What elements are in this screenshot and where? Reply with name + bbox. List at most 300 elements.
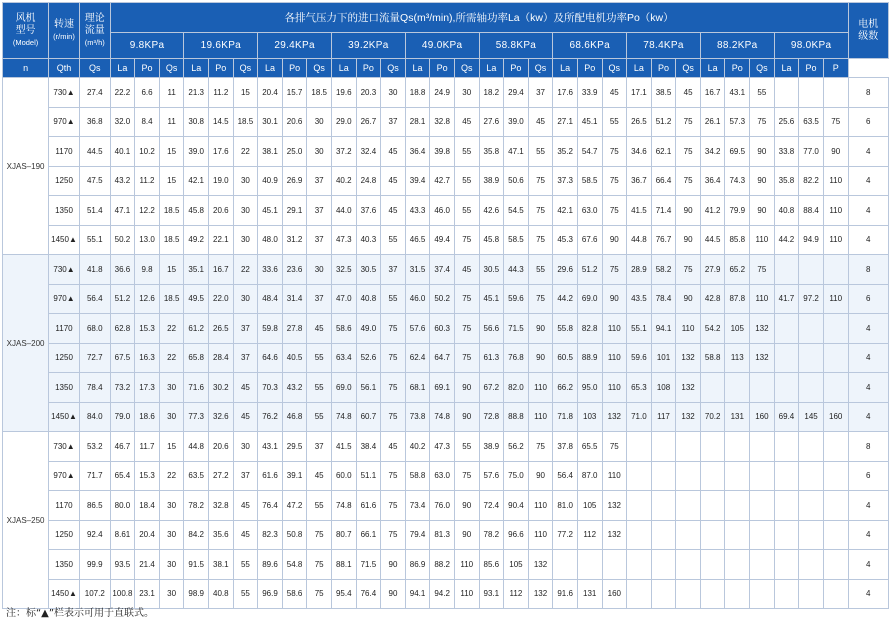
value-cell: 8.61 [110, 520, 135, 550]
value-cell: 25.0 [282, 137, 307, 167]
value-cell: 69.5 [725, 137, 750, 167]
table-row [3, 78, 889, 108]
value-cell: 43.1 [258, 432, 283, 462]
value-cell: 27.6 [479, 107, 504, 137]
value-cell: 132 [528, 550, 553, 580]
poles-cell: 4 [848, 196, 888, 226]
value-cell: 44.2 [774, 225, 799, 255]
value-cell: 30 [159, 373, 184, 403]
flow-cell: 41.8 [79, 255, 110, 285]
value-cell: 11.7 [135, 432, 160, 462]
value-cell: 20.4 [135, 520, 160, 550]
value-cell: 37.8 [553, 432, 578, 462]
speed-cell: 970▲ [49, 461, 80, 491]
value-cell: 37.3 [553, 166, 578, 196]
value-cell: 110 [528, 491, 553, 521]
value-cell: 81.3 [430, 520, 455, 550]
poles-cell: 4 [848, 314, 888, 344]
flow-cell: 99.9 [79, 550, 110, 580]
speed-cell: 1250 [49, 343, 80, 373]
value-cell [750, 491, 775, 521]
value-cell: 28.1 [405, 107, 430, 137]
value-cell [799, 520, 824, 550]
value-cell: 38.1 [209, 550, 234, 580]
value-cell: 47.3 [331, 225, 356, 255]
value-cell: 41.7 [774, 284, 799, 314]
value-cell: 75 [676, 255, 701, 285]
value-cell: 87.0 [577, 461, 602, 491]
value-cell: 11 [159, 107, 184, 137]
value-cell: 17.6 [209, 137, 234, 167]
value-cell [700, 373, 725, 403]
table-title: 各排气压力下的进口流量Qs(m³/min),所需轴功率La（kw）及所配电机功率Po（kw） [110, 3, 848, 33]
value-cell: 24.9 [430, 78, 455, 108]
value-subheader: Qs [307, 59, 332, 78]
flow-cell: 86.5 [79, 491, 110, 521]
value-cell: 18.5 [159, 225, 184, 255]
value-cell: 27.8 [282, 314, 307, 344]
value-cell: 55 [528, 137, 553, 167]
value-cell: 58.8 [405, 461, 430, 491]
value-cell: 38.1 [258, 137, 283, 167]
value-cell: 87.8 [725, 284, 750, 314]
value-subheader: Po [282, 59, 307, 78]
value-cell [774, 432, 799, 462]
value-cell: 75 [307, 520, 332, 550]
value-cell: 132 [676, 373, 701, 403]
value-cell: 110 [823, 166, 848, 196]
value-cell: 42.7 [430, 166, 455, 196]
value-cell: 24.8 [356, 166, 381, 196]
value-cell: 40.9 [258, 166, 283, 196]
value-cell: 20.6 [209, 196, 234, 226]
value-cell: 47.0 [331, 284, 356, 314]
value-cell: 90 [454, 491, 479, 521]
value-cell [553, 550, 578, 580]
value-cell: 30 [233, 166, 258, 196]
value-subheader: La [110, 59, 135, 78]
value-cell: 11.2 [135, 166, 160, 196]
value-cell: 75 [750, 255, 775, 285]
value-cell: 63.0 [430, 461, 455, 491]
value-subheader: Po [799, 59, 824, 78]
value-cell: 75 [602, 166, 627, 196]
value-cell: 88.4 [799, 196, 824, 226]
value-cell: 110 [823, 196, 848, 226]
flow-cell: 53.2 [79, 432, 110, 462]
value-cell: 22.1 [209, 225, 234, 255]
value-cell: 67.5 [110, 343, 135, 373]
speed-cell: 1250 [49, 166, 80, 196]
table-row [3, 550, 889, 580]
poles-cell: 4 [848, 166, 888, 196]
value-subheader: Qs [381, 59, 406, 78]
value-cell [750, 520, 775, 550]
value-cell [651, 579, 676, 609]
value-cell: 75 [528, 225, 553, 255]
value-cell [676, 491, 701, 521]
value-cell: 60.7 [356, 402, 381, 432]
value-cell: 30.5 [479, 255, 504, 285]
value-cell: 20.3 [356, 78, 381, 108]
value-cell: 33.9 [577, 78, 602, 108]
value-cell: 112 [577, 520, 602, 550]
value-cell: 22.0 [209, 284, 234, 314]
value-cell: 55 [454, 432, 479, 462]
flow-subheader: Qth [49, 59, 80, 78]
value-cell [651, 550, 676, 580]
value-cell [602, 550, 627, 580]
value-cell: 160 [823, 402, 848, 432]
value-cell: 55 [602, 107, 627, 137]
value-cell [725, 432, 750, 462]
value-cell [774, 343, 799, 373]
value-cell: 44.8 [184, 432, 209, 462]
value-cell: 110 [750, 225, 775, 255]
poles-cell: 4 [848, 343, 888, 373]
value-cell: 45 [233, 373, 258, 403]
value-cell: 38.9 [479, 166, 504, 196]
value-cell: 71.8 [553, 402, 578, 432]
value-cell: 110 [750, 284, 775, 314]
value-cell: 45 [381, 166, 406, 196]
value-cell: 71.4 [651, 196, 676, 226]
value-cell: 16.7 [209, 255, 234, 285]
value-cell [823, 343, 848, 373]
value-cell: 18.5 [233, 107, 258, 137]
speed-cell: 1250 [49, 520, 80, 550]
value-cell: 55 [233, 550, 258, 580]
value-cell: 54.5 [504, 196, 529, 226]
value-cell: 110 [602, 461, 627, 491]
value-cell: 23.6 [282, 255, 307, 285]
value-cell: 132 [676, 343, 701, 373]
value-cell [799, 461, 824, 491]
value-cell: 35.6 [209, 520, 234, 550]
value-cell: 90 [454, 373, 479, 403]
value-cell: 105 [504, 550, 529, 580]
value-cell: 15 [159, 137, 184, 167]
value-cell: 62.4 [405, 343, 430, 373]
value-cell: 110 [528, 402, 553, 432]
value-cell: 113 [725, 343, 750, 373]
value-subheader: Qs [750, 59, 775, 78]
table-row [3, 402, 889, 432]
value-cell: 110 [676, 314, 701, 344]
value-cell: 75 [602, 432, 627, 462]
speed-cell: 970▲ [49, 107, 80, 137]
value-cell [651, 520, 676, 550]
value-cell: 110 [602, 343, 627, 373]
value-cell: 47.1 [504, 137, 529, 167]
value-cell: 40.5 [282, 343, 307, 373]
value-cell: 90 [602, 225, 627, 255]
value-cell: 44.3 [504, 255, 529, 285]
value-cell: 79.4 [405, 520, 430, 550]
value-subheader: La [627, 59, 652, 78]
value-cell: 75 [454, 461, 479, 491]
flow-cell: 84.0 [79, 402, 110, 432]
value-subheader: Qs [676, 59, 701, 78]
speed-cell: 970▲ [49, 284, 80, 314]
value-cell: 55 [307, 343, 332, 373]
value-cell: 32.5 [331, 255, 356, 285]
flow-cell: 68.0 [79, 314, 110, 344]
value-cell: 37 [233, 461, 258, 491]
value-cell [627, 579, 652, 609]
value-cell: 30 [233, 284, 258, 314]
value-cell [774, 255, 799, 285]
value-cell [750, 373, 775, 403]
value-cell [823, 461, 848, 491]
value-cell: 30.5 [356, 255, 381, 285]
value-cell: 75 [528, 196, 553, 226]
value-cell: 69.0 [331, 373, 356, 403]
value-cell: 41.2 [700, 196, 725, 226]
poles-cell: 4 [848, 225, 888, 255]
value-cell [823, 579, 848, 609]
value-cell: 37 [381, 255, 406, 285]
poles-cell: 4 [848, 550, 888, 580]
value-cell: 105 [725, 314, 750, 344]
value-cell: 55 [307, 402, 332, 432]
flow-cell: 27.4 [79, 78, 110, 108]
value-cell: 39.8 [430, 137, 455, 167]
value-cell [700, 461, 725, 491]
value-cell: 65.4 [110, 461, 135, 491]
value-cell: 79.0 [110, 402, 135, 432]
value-cell: 68.1 [405, 373, 430, 403]
value-cell: 94.1 [405, 579, 430, 609]
speed-cell: 1170 [49, 137, 80, 167]
value-cell: 79.9 [725, 196, 750, 226]
value-cell: 49.4 [430, 225, 455, 255]
value-cell: 45 [307, 461, 332, 491]
value-cell: 33.8 [774, 137, 799, 167]
value-cell [799, 373, 824, 403]
value-cell: 20.6 [282, 107, 307, 137]
value-cell: 15.7 [282, 78, 307, 108]
value-cell: 71.0 [627, 402, 652, 432]
value-cell: 38.4 [356, 432, 381, 462]
value-cell [651, 461, 676, 491]
poles-subheader: P [823, 59, 848, 78]
value-cell: 34.6 [627, 137, 652, 167]
value-cell: 36.6 [110, 255, 135, 285]
value-cell: 110 [454, 550, 479, 580]
flow-cell: 56.4 [79, 284, 110, 314]
value-cell: 28.4 [209, 343, 234, 373]
value-subheader: Qs [233, 59, 258, 78]
speed-cell: 730▲ [49, 432, 80, 462]
value-cell [725, 461, 750, 491]
value-cell: 81.0 [553, 491, 578, 521]
value-cell: 18.5 [307, 78, 332, 108]
value-subheader: Po [725, 59, 750, 78]
value-cell: 90 [750, 196, 775, 226]
value-cell: 26.5 [209, 314, 234, 344]
value-cell: 80.0 [110, 491, 135, 521]
value-cell: 22 [159, 343, 184, 373]
value-cell [799, 579, 824, 609]
value-cell: 90 [528, 314, 553, 344]
value-cell: 51.1 [356, 461, 381, 491]
fan-spec-table [2, 2, 889, 609]
value-cell: 26.5 [627, 107, 652, 137]
value-cell: 37.6 [356, 196, 381, 226]
table-row [3, 491, 889, 521]
value-cell: 36.4 [405, 137, 430, 167]
pressure-header: 39.2KPa [331, 33, 405, 59]
value-cell: 40.1 [110, 137, 135, 167]
value-cell: 29.5 [282, 432, 307, 462]
value-cell: 75 [676, 166, 701, 196]
value-cell: 93.1 [479, 579, 504, 609]
value-cell: 30 [159, 520, 184, 550]
value-cell: 57.6 [405, 314, 430, 344]
value-cell: 100.8 [110, 579, 135, 609]
value-cell: 16.3 [135, 343, 160, 373]
value-subheader: Qs [528, 59, 553, 78]
poles-cell: 6 [848, 284, 888, 314]
value-cell: 57.3 [725, 107, 750, 137]
value-cell: 132 [602, 402, 627, 432]
flow-cell: 92.4 [79, 520, 110, 550]
value-cell: 63.5 [184, 461, 209, 491]
table-row [3, 314, 889, 344]
value-cell: 75.0 [504, 461, 529, 491]
value-cell: 76.7 [651, 225, 676, 255]
value-cell [774, 520, 799, 550]
value-cell: 55 [307, 491, 332, 521]
value-cell: 86.9 [405, 550, 430, 580]
value-cell: 45 [454, 255, 479, 285]
value-cell: 85.6 [479, 550, 504, 580]
flow-cell: 107.2 [79, 579, 110, 609]
value-cell: 96.6 [504, 520, 529, 550]
value-cell: 8.4 [135, 107, 160, 137]
value-cell: 70.3 [258, 373, 283, 403]
value-cell: 84.2 [184, 520, 209, 550]
value-cell: 60.3 [430, 314, 455, 344]
value-cell [725, 550, 750, 580]
table-row [3, 107, 889, 137]
value-cell: 110 [528, 520, 553, 550]
value-cell: 32.4 [356, 137, 381, 167]
value-cell: 61.6 [356, 491, 381, 521]
value-cell [627, 550, 652, 580]
value-cell: 29.0 [331, 107, 356, 137]
value-cell: 75 [602, 255, 627, 285]
value-cell: 26.7 [356, 107, 381, 137]
value-cell: 30.1 [258, 107, 283, 137]
value-cell: 72.8 [479, 402, 504, 432]
value-cell: 25.6 [774, 107, 799, 137]
value-cell [823, 550, 848, 580]
value-cell: 30 [307, 255, 332, 285]
value-cell: 55 [454, 137, 479, 167]
value-cell: 12.6 [135, 284, 160, 314]
value-cell: 17.3 [135, 373, 160, 403]
value-cell: 73.2 [110, 373, 135, 403]
value-cell: 33.6 [258, 255, 283, 285]
table-row [3, 461, 889, 491]
value-cell: 65.8 [184, 343, 209, 373]
value-cell: 54.7 [577, 137, 602, 167]
value-cell [627, 520, 652, 550]
value-cell: 30.2 [209, 373, 234, 403]
value-cell: 61.3 [479, 343, 504, 373]
value-cell: 75 [381, 491, 406, 521]
value-cell: 132 [750, 343, 775, 373]
value-cell: 30 [454, 78, 479, 108]
value-cell: 21.4 [135, 550, 160, 580]
value-cell: 94.1 [651, 314, 676, 344]
value-cell: 35.1 [184, 255, 209, 285]
speed-cell: 1350 [49, 550, 80, 580]
value-cell [750, 432, 775, 462]
value-cell: 46.0 [405, 284, 430, 314]
value-cell: 101 [651, 343, 676, 373]
value-cell [750, 550, 775, 580]
model-cell: XJAS–250 [3, 432, 49, 609]
value-cell: 55 [307, 373, 332, 403]
value-cell: 42.1 [553, 196, 578, 226]
value-cell: 46.5 [405, 225, 430, 255]
table-body [3, 78, 889, 609]
value-cell: 64.6 [258, 343, 283, 373]
value-cell: 45 [233, 491, 258, 521]
value-cell: 75 [676, 107, 701, 137]
value-cell: 45 [381, 432, 406, 462]
value-cell: 94.9 [799, 225, 824, 255]
value-cell: 60.0 [331, 461, 356, 491]
table-row [3, 255, 889, 285]
value-cell: 110 [602, 314, 627, 344]
value-cell: 45.3 [553, 225, 578, 255]
model-header: 风机 型号 (Model) [3, 3, 49, 59]
value-cell: 132 [528, 579, 553, 609]
value-cell: 62.8 [110, 314, 135, 344]
value-cell [627, 491, 652, 521]
value-cell: 71.5 [504, 314, 529, 344]
value-cell: 48.0 [258, 225, 283, 255]
value-cell [823, 255, 848, 285]
value-cell [799, 432, 824, 462]
value-cell: 77.0 [799, 137, 824, 167]
value-cell: 31.2 [282, 225, 307, 255]
value-cell: 94.2 [430, 579, 455, 609]
speed-cell: 1450▲ [49, 402, 80, 432]
value-cell [799, 314, 824, 344]
value-cell: 90 [454, 520, 479, 550]
value-cell [774, 550, 799, 580]
poles-cell: 4 [848, 579, 888, 609]
speed-cell: 1170 [49, 491, 80, 521]
value-subheader: La [700, 59, 725, 78]
value-cell: 31.5 [405, 255, 430, 285]
table-row [3, 343, 889, 373]
value-subheader: La [331, 59, 356, 78]
value-cell [627, 432, 652, 462]
value-cell: 27.2 [209, 461, 234, 491]
value-cell: 75 [528, 432, 553, 462]
value-cell: 73.8 [405, 402, 430, 432]
value-cell: 65.2 [725, 255, 750, 285]
value-cell [774, 373, 799, 403]
value-cell: 95.4 [331, 579, 356, 609]
value-cell [750, 579, 775, 609]
